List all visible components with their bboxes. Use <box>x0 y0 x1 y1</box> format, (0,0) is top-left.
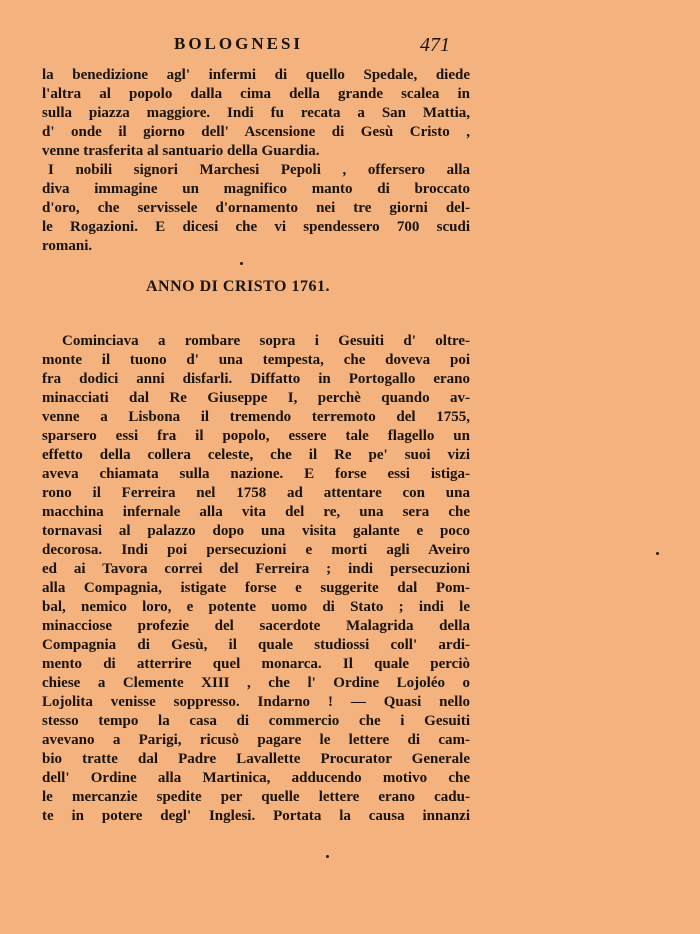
ink-speck <box>326 855 329 858</box>
text-line: la benedizione agl' infermi di quello Spedale, diede <box>42 67 470 83</box>
paragraph-1 <box>42 66 470 161</box>
text-line: bio tratte dal Padre Lavallette Procurator Generale <box>42 751 470 767</box>
text-line: Cominciava a rombare sopra i Gesuiti d' oltre- <box>62 333 470 349</box>
body-text-top <box>42 66 470 256</box>
ink-speck <box>240 262 243 265</box>
paragraph-2 <box>42 161 470 256</box>
text-line: aveva chiamata sulla nazione. E forse essi istiga- <box>42 466 470 482</box>
text-line: minacciose profezie del sacerdote Malagrida della <box>42 618 470 634</box>
text-line: d'oro, che servissele d'ornamento nei tre giorni del- <box>42 200 470 216</box>
ink-speck <box>656 552 659 555</box>
text-line: monte il tuono d' una tempesta, che doveva poi <box>42 352 470 368</box>
text-line: diva immagine un magnifico manto di broccato <box>42 181 470 197</box>
page-header <box>0 32 700 58</box>
text-line: le Rogazioni. E dicesi che vi spendessero 700 scudi <box>42 219 470 235</box>
text-line: sparsero essi fra il popolo, essere tale flagello un <box>42 428 470 444</box>
text-line: macchina infernale alla vita del re, una sera che <box>42 504 470 520</box>
text-line: fra dodici anni disfarli. Diffatto in Portogallo erano <box>42 371 470 387</box>
text-line: te in potere degl' Inglesi. Portata la causa innanzi <box>42 808 470 824</box>
section-heading: ANNO DI CRISTO 1761. <box>146 278 330 295</box>
running-head: BOLOGNESI <box>174 34 304 53</box>
text-line: Lojolita venisse soppresso. Indarno ! — Quasi nello <box>42 694 470 710</box>
text-line: venne trasferita al santuario della Guardia. <box>42 143 320 159</box>
text-line: bal, nemico loro, e potente uomo di Stato ; indi le <box>42 599 470 615</box>
text-line: romani. <box>42 238 93 254</box>
text-line: alla Compagnia, istigate forse e suggerite dal Pom- <box>42 580 470 596</box>
body-text-main <box>42 332 470 826</box>
text-line: minacciati dal Re Giuseppe I, perchè quando av- <box>42 390 470 406</box>
text-line: decorosa. Indi poi persecuzioni e morti agli Aveiro <box>42 542 470 558</box>
text-line: ed ai Tavora correi del Ferreira ; indi persecuzioni <box>42 561 470 577</box>
text-line: Compagnia di Gesù, il quale studiossi coll' ardi- <box>42 637 470 653</box>
text-line: l'altra al popolo dalla cima della grande scalea in <box>42 86 470 102</box>
text-line: le mercanzie spedite per quelle lettere erano cadu- <box>42 789 470 805</box>
page-number: 471 <box>420 34 450 56</box>
text-line: tornavasi al palazzo dopo una visita galante e poco <box>42 523 470 539</box>
text-line: mento di atterrire quel monarca. Il quale perciò <box>42 656 470 672</box>
text-line: rono il Ferreira nel 1758 ad attentare con una <box>42 485 470 501</box>
text-line: I nobili signori Marchesi Pepoli , offersero alla <box>48 162 470 178</box>
text-line: dell' Ordine alla Martinica, adducendo motivo che <box>42 770 470 786</box>
text-line: effetto della collera celeste, che il Re pe' suoi vizi <box>42 447 470 463</box>
text-line: avevano a Parigi, ricusò pagare le lettere di cam- <box>42 732 470 748</box>
paragraph-3 <box>42 332 470 826</box>
text-line: d' onde il giorno dell' Ascensione di Gesù Cristo , <box>42 124 470 140</box>
text-line: venne a Lisbona il tremendo terremoto del 1755, <box>42 409 470 425</box>
text-line: sulla piazza maggiore. Indi fu recata a San Mattia, <box>42 105 470 121</box>
text-line: chiese a Clemente XIII , che l' Ordine Lojoléo o <box>42 675 470 691</box>
text-line: stesso tempo la casa di commercio che i Gesuiti <box>42 713 470 729</box>
